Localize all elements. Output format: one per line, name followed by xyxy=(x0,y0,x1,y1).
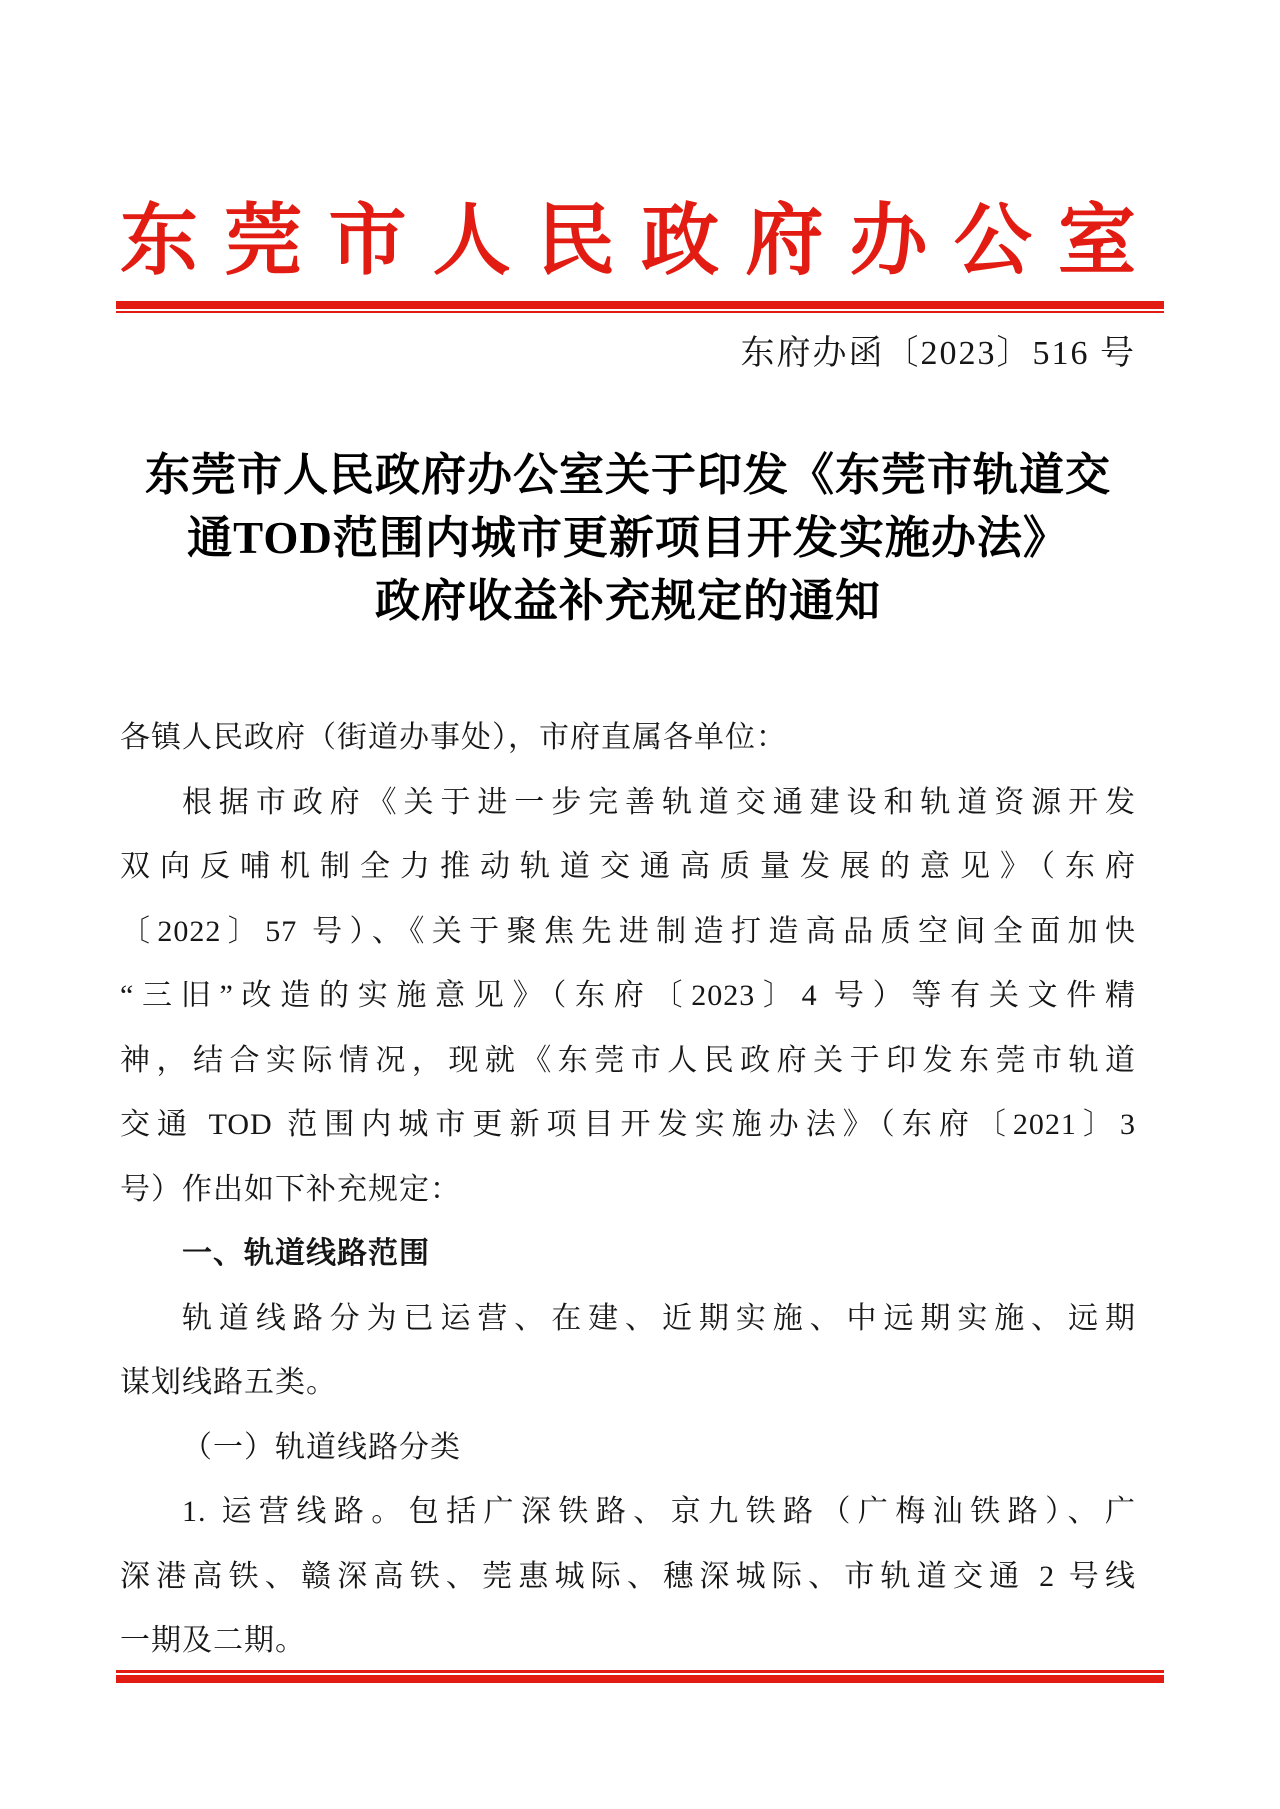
doc-title xyxy=(120,444,1136,633)
doc-title-line: 政府收益补充规定的通知 xyxy=(374,576,881,626)
section-heading: 一、轨道线路范围 xyxy=(182,1237,430,1270)
body-line: 神，结合实际情况，现就《东莞市人民政府关于印发东莞市轨道 xyxy=(120,1043,1136,1077)
body-line: 根据市政府《关于进一步完善轨道交通建设和轨道资源开发 xyxy=(182,785,1136,819)
body-line: 交通 TOD 范围内城市更新项目开发实施办法》（东府〔2021〕3 xyxy=(120,1108,1136,1141)
body-line: 深港高铁、赣深高铁、莞惠城际、穗深城际、市轨道交通 2 号线 xyxy=(120,1559,1136,1593)
footer-rule-thin-line xyxy=(116,1670,1164,1673)
body-line: 谋划线路五类。 xyxy=(120,1366,337,1399)
doc-title-line: 东莞市人民政府办公室关于印发《东莞市轨道交 xyxy=(144,450,1111,500)
doc-title-line: 通TOD范围内城市更新项目开发实施办法》 xyxy=(187,513,1069,563)
body-line: “三旧”改造的实施意见》（东府〔2023〕4 号）等有关文件精 xyxy=(120,979,1136,1012)
header-rule-thin-line xyxy=(116,311,1164,313)
header-rule-thick-line xyxy=(116,301,1164,309)
footer-rule-thick-line xyxy=(116,1675,1164,1683)
body-line: 轨道线路分为已运营、在建、近期实施、中远期实施、远期 xyxy=(182,1301,1136,1335)
body-line: （一）轨道线路分类 xyxy=(182,1430,461,1464)
document-body xyxy=(120,706,1136,1674)
body-line: 一期及二期。 xyxy=(120,1624,306,1657)
body-line: 双向反哺机制全力推动轨道交通高质量发展的意见》（东府 xyxy=(120,850,1136,883)
body-line: 1. 运营线路。包括广深铁路、京九铁路（广梅汕铁路）、广 xyxy=(182,1495,1136,1528)
header-rule xyxy=(116,301,1164,313)
body-line: 号）作出如下补充规定： xyxy=(120,1172,461,1206)
footer-rule xyxy=(116,1670,1164,1683)
body-line: 各镇人民政府（街道办事处），市府直属各单位： xyxy=(120,721,787,754)
body-line: 〔2022〕57 号）、《关于聚焦先进制造打造高品质空间全面加快 xyxy=(120,914,1136,948)
doc-number: 东府办函〔2023〕516 号 xyxy=(740,335,1136,372)
agency-header: 东莞市人民政府办公室 xyxy=(120,197,1136,284)
